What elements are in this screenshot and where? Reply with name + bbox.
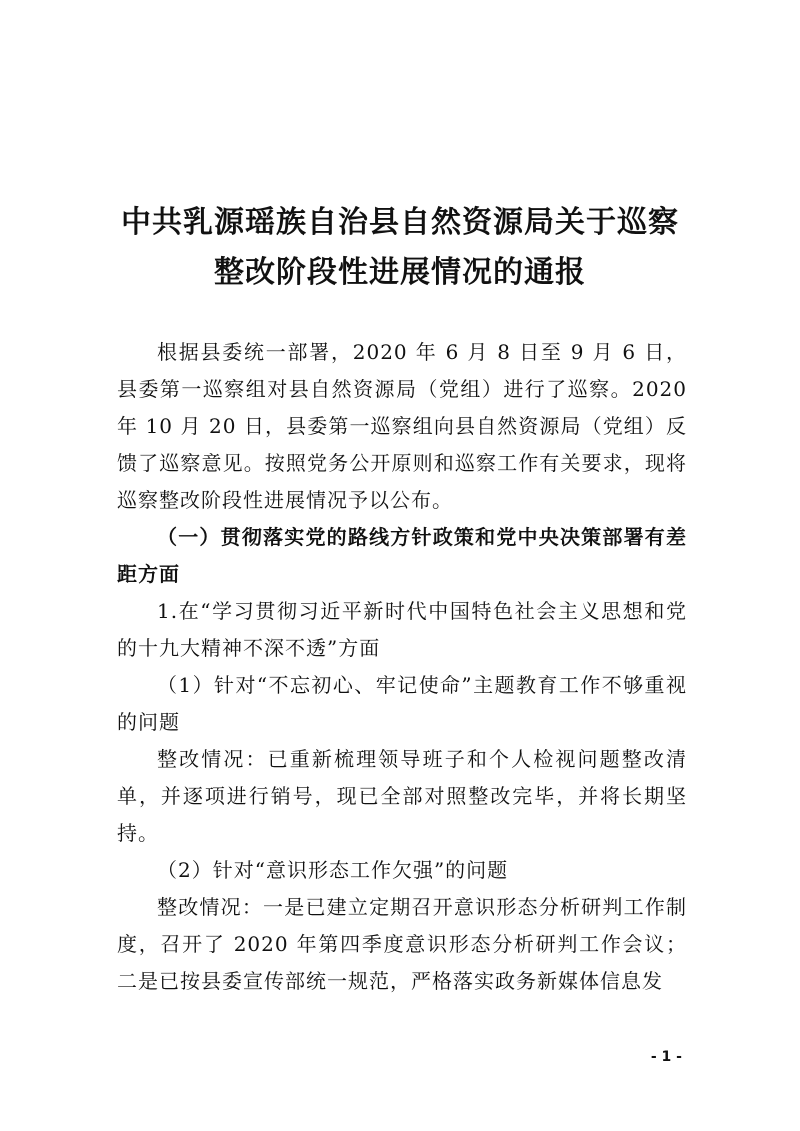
issue-2-rectification: 整改情况：一是已建立定期召开意识形态分析研判工作制度，召开了 2020 年第四季度意识形态分析研判工作会议；二是已按县委宣传部统一规范，严格落实政务新媒体信息发 (117, 895, 687, 993)
document-body (117, 334, 687, 1000)
section-heading: （一）贯彻落实党的路线方针政策和党中央决策部署有差距方面 (117, 525, 687, 586)
issue-1-heading: （1）针对“不忘初心、牢记使命”主题教育工作不够重视的问题 (117, 673, 687, 734)
document-title-line-1: 中共乳源瑶族自治县自然资源局关于巡察 (121, 205, 679, 240)
subsection-heading: 1.在“学习贯彻习近平新时代中国特色社会主义思想和党的十九大精神不深不透”方面 (117, 599, 687, 660)
intro-paragraph: 根据县委统一部署，2020 年 6 月 8 日至 9 月 6 日，县委第一巡察组对县自然资源局（党组）进行了巡察。2020 年 10 月 20 日，县委第一巡察组向县自然资源局（党组）反馈了巡察意见。按照党务公开原则和巡察工作有关要求，现将巡察整改阶段性进展情况予以公布。 (117, 340, 687, 512)
issue-2-heading: （2）针对“意识形态工作欠强”的问题 (157, 858, 509, 882)
issue-1-rectification: 整改情况：已重新梳理领导班子和个人检视问题整改清单，并逐项进行销号，现已全部对照整改完毕，并将长期坚持。 (117, 747, 687, 845)
document-title-line-2: 整改阶段性进展情况的通报 (214, 255, 586, 290)
page-number: - 1 - (650, 1049, 682, 1065)
